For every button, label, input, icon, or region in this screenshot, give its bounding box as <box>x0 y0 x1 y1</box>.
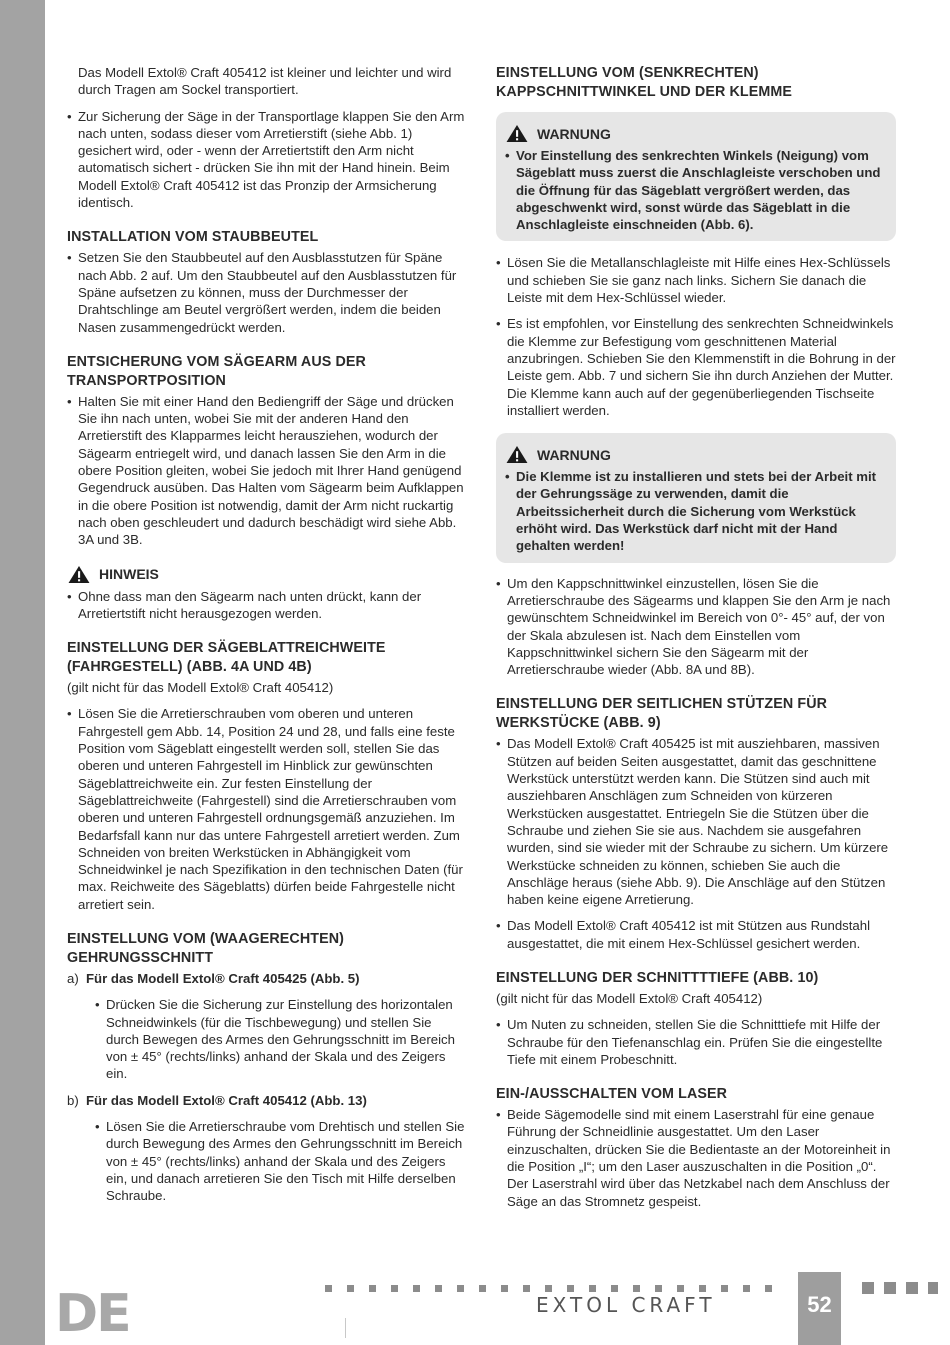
list-item: • Es ist empfohlen, vor Einstellung des senkrechten Schneidwinkels die Klemme zur Befestigung vom geschnittenen Material anzubringen. Schieben Sie den Klemmenstift in die Bohrung in der Leiste gem. Abb. 7 und sichern Sie ihn durch Anziehen der Mutter. Die Klemme kann auch auf der gegenüberliegenden Tischseite installiert werden. <box>496 315 896 419</box>
footer-dot <box>325 1285 332 1292</box>
footer-dot <box>721 1285 728 1292</box>
list-item: • Setzen Sie den Staubbeutel auf den Ausblasstutzen für Späne nach Abb. 2 auf. Um den Staubbeutel auf den Ausblasstutzen für Späne aufsetzen zu können, muss der Durchmesser der Drahtschlinge am Beutel vergrößert werden, indem die beiden Nasen zusammengedrückt werden. <box>67 249 465 335</box>
sub-item-title: Für das Modell Extol® Craft 405412 (Abb. 13) <box>86 1092 367 1108</box>
section-heading: EIN-/AUSSCHALTEN VOM LASER <box>496 1086 728 1103</box>
hinweis-label: HINWEIS <box>99 566 159 583</box>
footer-dot <box>435 1285 442 1292</box>
warning-label: WARNUNG <box>537 446 611 463</box>
section-heading: EINSTELLUNG VOM (WAAGERECHTEN) GEHRUNGSSCHNITT <box>67 930 345 966</box>
section-heading: EINSTELLUNG DER SEITLICHEN STÜTZEN FÜR WERKSTÜCKE (ABB. 9) <box>496 696 828 732</box>
footer-square <box>862 1282 874 1294</box>
section-heading: EINSTELLUNG DER SÄGEBLATTREICHWEITE (FAHRGESTELL) (ABB. 4A UND 4B) <box>67 640 386 676</box>
footer-dot <box>545 1285 552 1292</box>
sub-item-label: b) <box>67 1092 79 1108</box>
footer-dot <box>743 1285 750 1292</box>
warning-triangle-icon <box>505 445 529 464</box>
footer-dot <box>655 1285 662 1292</box>
footer-dot <box>611 1285 618 1292</box>
footer-dot <box>369 1285 376 1292</box>
list-item: • Drücken Sie die Sicherung zur Einstellung des horizontalen Schneidwinkels (für die Tischbewegung) und stellen Sie durch Bewegen des Armes den Gehrungsschnitt im Bereich von ± 45° (rechts/links) anhand der Skala und des Zeigers ein. <box>95 996 465 1082</box>
footer-dot <box>677 1285 684 1292</box>
list-item: • Um den Kappschnittwinkel einzustellen, lösen Sie die Arretierschraube des Sägearms und klappen Sie den Arm je nach gewünschtem Schneidwinkel im Bereich von 0°- 45° auf, der von der Skala abzulesen ist. Nach dem Einstellen vom Kappschnittwinkel sichern Sie den Sägearm mit der Arretierschraube wieder (Abb. 8A und 8B). <box>496 575 896 679</box>
intro-paragraph: Das Modell Extol® Craft 405412 ist kleiner und leichter und wird durch Tragen am Sockel transportiert. <box>78 65 452 98</box>
warning-text: • Vor Einstellung des senkrechten Winkels (Neigung) vom Sägeblatt muss zuerst die Anschlagleiste verschoben und die Öffnung für das Sägeblatt vergrößert werden, das abgeschwenkt wird, sonst würde das Sägeblatt in die Anschlagleiste einschneiden (Abb. 6). <box>505 147 884 233</box>
list-item: • Ohne dass man den Sägearm nach unten drückt, kann der Arretiertstift nicht herausgezogen werden. <box>67 588 465 623</box>
footer-dot <box>765 1285 772 1292</box>
warning-box <box>496 433 896 562</box>
hinweis-title <box>67 565 465 584</box>
footer-square <box>884 1282 896 1294</box>
page-number: 52 <box>798 1272 841 1345</box>
list-item: • Lösen Sie die Arretierschraube vom Drehtisch und stellen Sie durch Bewegung des Armes den Gehrungsschnitt im Bereich von ± 45° (rechts/links) anhand der Skala und des Zeigers ein, und danach arretieren Sie den Tisch mit Hilfe derselben Schraube. <box>95 1118 465 1204</box>
footer-dot <box>633 1285 640 1292</box>
sub-item-a <box>67 970 465 987</box>
warning-label: WARNUNG <box>537 125 611 142</box>
warning-triangle-icon <box>505 124 529 143</box>
section-heading: EINSTELLUNG VOM (SENKRECHTEN) KAPPSCHNITTWINKEL UND DER KLEMME <box>496 65 793 100</box>
warning-text: • Die Klemme ist zu installieren und stets bei der Arbeit mit der Gehrungssäge zu verwenden, damit die Arbeitssicherheit durch die Sicherung vom Werkstück erhöht wird. Das Werkstück darf nicht mit der Hand gehalten werden! <box>505 468 884 554</box>
brand-logo: EXTOL CRAFT <box>536 1293 716 1317</box>
divider-tick <box>345 1318 346 1338</box>
list-item: • Das Modell Extol® Craft 405425 ist mit ausziehbaren, massiven Stützen auf beiden Seiten ausgestattet, damit das geschnittene Werkstück unterstützt werden kann. Die Stützen sind auch mit ausziehbaren Anschlägen zum Schneiden von kürzeren Werkstücken ausgestattet. Entriegeln Sie die Stützen über die Schraube und ziehen Sie sie aus. Nachdem sie ausgefahren wurden, sind sie wieder mit der Schraube zu sichern. Um kürzere Werkstücke schneiden zu können, schieben Sie auch die Anschläge heraus (siehe Abb. 9). Die Anschläge auf den Stützen haben keine eigene Arretierung. <box>496 735 896 908</box>
footer-dot <box>391 1285 398 1292</box>
footer-square <box>928 1282 938 1294</box>
right-column <box>496 64 896 1210</box>
sub-item-b <box>67 1092 465 1109</box>
section-subtitle: (gilt nicht für das Modell Extol® Craft 405412) <box>496 990 763 1006</box>
footer-dot <box>501 1285 508 1292</box>
left-column <box>67 64 465 1205</box>
warning-title <box>505 124 884 143</box>
footer-square <box>906 1282 918 1294</box>
footer-dot <box>567 1285 574 1292</box>
footer-dot <box>589 1285 596 1292</box>
section-heading: INSTALLATION VOM STAUBBEUTEL <box>67 229 319 246</box>
sub-item-title: Für das Modell Extol® Craft 405425 (Abb. 5) <box>86 970 360 986</box>
warning-triangle-icon <box>67 565 91 584</box>
footer-dot <box>699 1285 706 1292</box>
warning-title <box>505 445 884 464</box>
footer-dot <box>523 1285 530 1292</box>
sub-item-label: a) <box>67 970 79 986</box>
section-subtitle: (gilt nicht für das Modell Extol® Craft 405412) <box>67 680 334 696</box>
footer-dot <box>413 1285 420 1292</box>
footer-dot <box>347 1285 354 1292</box>
warning-box <box>496 112 896 241</box>
list-item: • Beide Sägemodelle sind mit einem Laserstrahl für eine genaue Führung der Schneidlinie ausgestattet. Um den Laser einzuschalten, drücken Sie die Bedientaste an der Motoreinheit in die Position „I“; um den Laser auszuschalten in die Position „0“. Der Laserstrahl wird über das Netzkabel nach dem Anschluss der Säge an das Stromnetz gespeist. <box>496 1106 896 1210</box>
language-tab: DE <box>55 1284 130 1344</box>
list-item: • Lösen Sie die Metallanschlagleiste mit Hilfe eines Hex-Schlüssels und schieben Sie sie ganz nach links. Sichern Sie danach die Leiste mit dem Hex-Schlüssel wieder. <box>496 254 896 306</box>
list-item: • Halten Sie mit einer Hand den Bediengriff der Säge und drücken Sie ihn nach unten, wobei Sie mit der anderen Hand den Arretierstift des Klapparmes leicht herausziehen, wodurch der Sägearm entriegelt wird, und danach lassen Sie den Arm in die obere Position gleiten, wobei Sie jedoch mit Ihrer Hand genügend Gegendruck ausüben. Das Halten vom Sägearm beim Aufklappen in die obere Position ist notwendig, damit der Arm nicht ruckartig nach oben geschleudert und dadurch beschädigt wird siehe Abb. 3A und 3B. <box>67 393 465 549</box>
list-item: • Das Modell Extol® Craft 405412 ist mit Stützen aus Rundstahl ausgestattet, die mit einem Hex-Schlüssel gesichert werden. <box>496 917 896 952</box>
list-item: • Zur Sicherung der Säge in der Transportlage klappen Sie den Arm nach unten, sodass dieser vom Arretierstift (siehe Abb. 1) gesichert wird, oder - wenn der Arretiertstift den Arm nicht automatisch sichert - drücken Sie ihn mit der Hand hinein. Beim Modell Extol® Craft 405412 ist das Pronzip der Armsicherung identisch. <box>67 108 465 212</box>
footer-dot <box>457 1285 464 1292</box>
section-heading: EINSTELLUNG DER SCHNITTTTIEFE (ABB. 10) <box>496 969 819 986</box>
section-heading: ENTSICHERUNG VOM SÄGEARM AUS DER TRANSPORTPOSITION <box>67 353 366 389</box>
side-stripe <box>0 0 45 1345</box>
footer-dot <box>479 1285 486 1292</box>
list-item: • Lösen Sie die Arretierschrauben vom oberen und unteren Fahrgestell gem Abb. 14, Position 24 und 28, und falls eine feste Position vom Sägeblatt eingestellt werden soll, stellen Sie das oberen und unteren Fahrgestell im Hinblick zur gewünschten Sägeblattreichweite ein. Zur festen Einstellung der Sägeblattreichweite (Fahrgestell) sind die Arretierschrauben vom oberen und unteren Fahrgestell ordnungsgemäß anzuziehen. Im Bedarfsfall kann nur das untere Fahrgestell arretiert werden. Zum Schneiden von breiten Werkstücken in Abhängigkeit vom Schneidwinkel je nach Spezifikation in den technischen Daten (für max. Reichweite des Sägeblatts) dürfen beide Fahrgestelle nicht arretiert sein. <box>67 705 465 913</box>
list-item: • Um Nuten zu schneiden, stellen Sie die Schnitttiefe mit Hilfe der Schraube für den Tiefenanschlag ein. Prüfen Sie die eingestellte Tiefe mit einem Probeschnitt. <box>496 1016 896 1068</box>
